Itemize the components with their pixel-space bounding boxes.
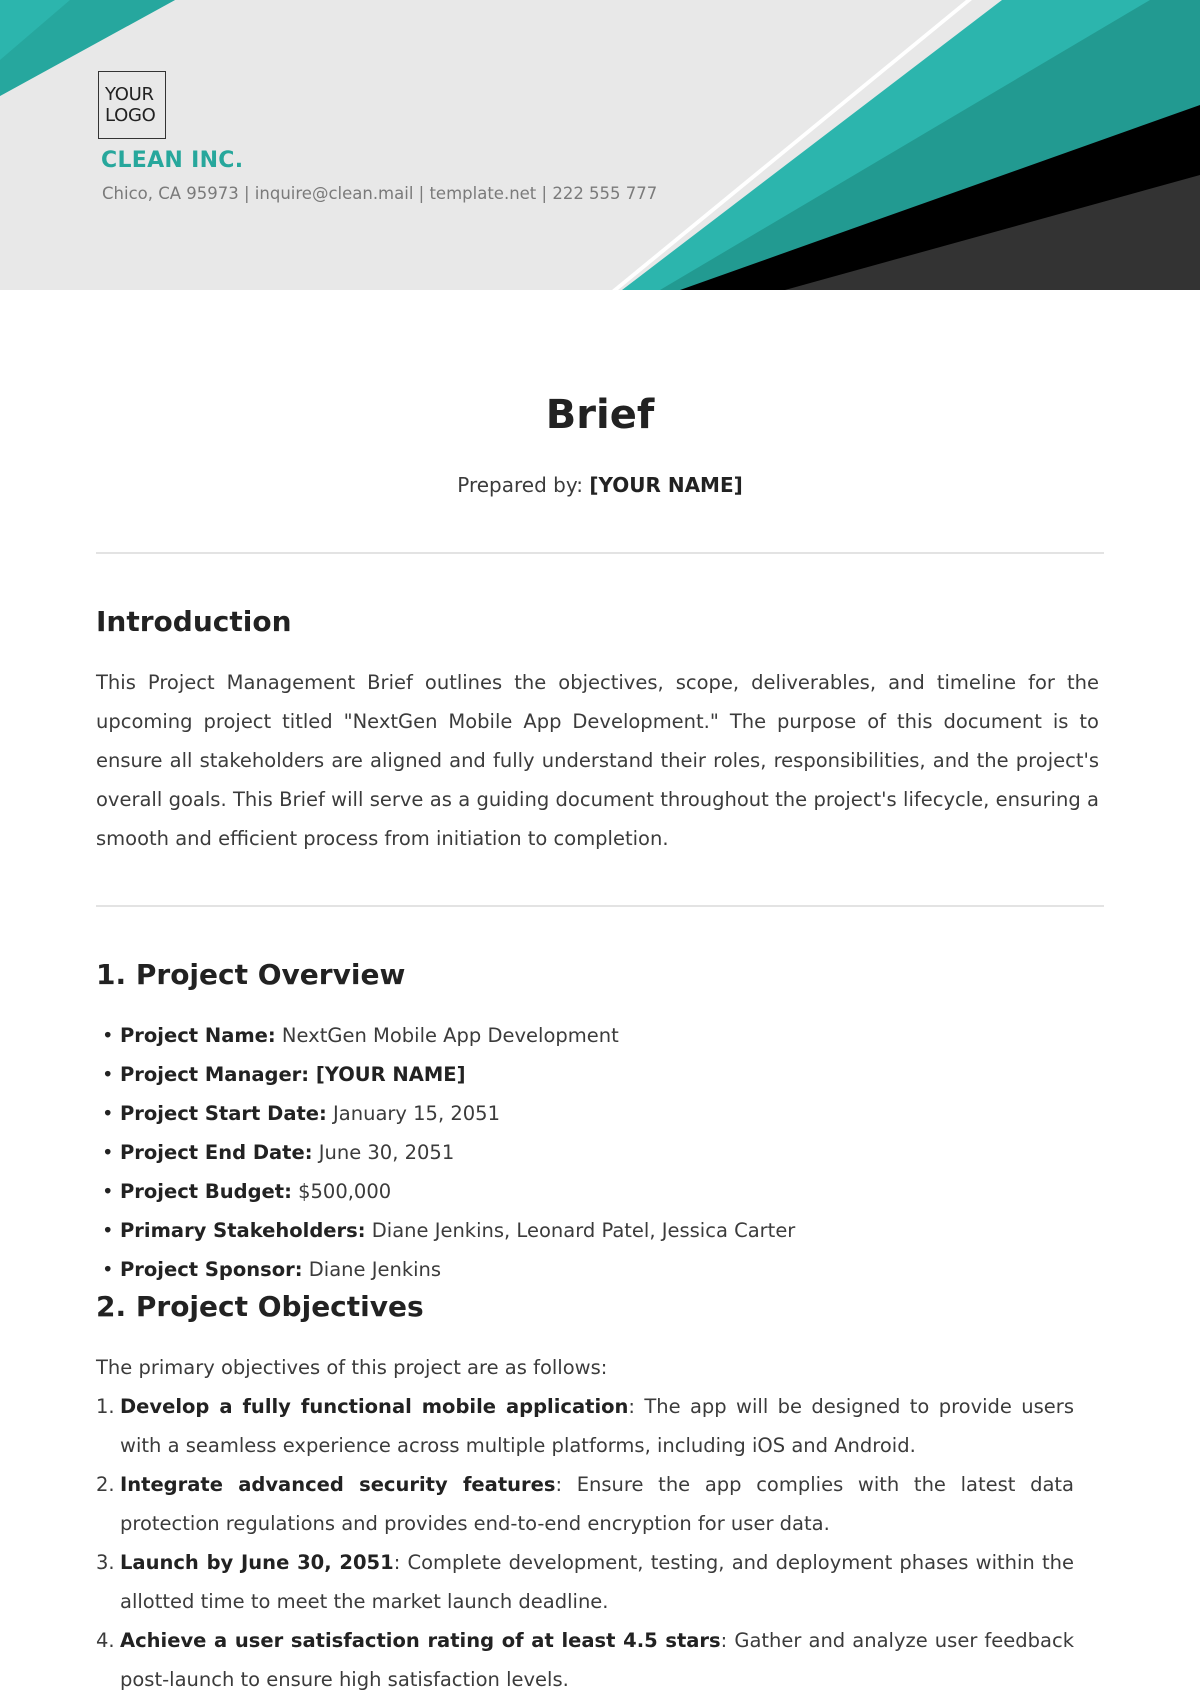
logo-line-2: LOGO [105,105,156,126]
list-item [96,1055,795,1094]
item-label: Project Manager: [YOUR NAME] [120,1063,466,1086]
item-text: : The app will be designed to provide users with a seamless experience across multiple platforms, including iOS and Android. [120,1395,1074,1457]
objectives-list [96,1387,1074,1699]
item-value: NextGen Mobile App Development [281,1024,619,1047]
objectives-heading: 2. Project Objectives [96,1290,424,1323]
item-value: $500,000 [298,1180,392,1203]
item-text: : Gather and analyze user feedback post-launch to ensure high satisfaction levels. [120,1629,1075,1691]
company-contact: Chico, CA 95973 | inquire@clean.mail | template.net | 222 555 777 [102,184,658,203]
introduction-heading: Introduction [96,605,292,638]
item-value: January 15, 2051 [333,1102,500,1125]
item-label: Project Budget: [120,1180,292,1203]
divider [96,905,1104,907]
prepared-by-name: [YOUR NAME] [589,473,743,497]
item-label: Achieve a user satisfaction rating of at least 4.5 stars [120,1629,721,1652]
letterhead [0,0,1200,290]
item-label: Project Name: [120,1024,276,1047]
letterhead-decoration [0,0,1200,290]
logo-line-1: YOUR [105,84,154,105]
list-item [96,1621,1074,1699]
prepared-by [96,473,1104,497]
overview-list [96,1016,795,1289]
list-item [96,1133,795,1172]
item-number: 4. [96,1629,115,1652]
list-item [96,1016,795,1055]
item-label: Primary Stakeholders: [120,1219,366,1242]
list-item [96,1387,1074,1465]
list-item [96,1172,795,1211]
item-label: Develop a fully functional mobile application [120,1395,629,1418]
list-item [96,1250,795,1289]
introduction-body: This Project Management Brief outlines the objectives, scope, deliverables, and timeline for the upcoming project titled "NextGen Mobile App Development." The purpose of this document is to ensure all stakeholders are aligned and fully understand their roles, responsibilities, and the project's overall goals. This Brief will serve as a guiding document throughout the project's lifecycle, ensuring a smooth and efficient process from initiation to completion. [96,671,1099,850]
list-item [96,1211,795,1250]
item-text: : Ensure the app complies with the latest data protection regulations and provides end-to-end encryption for user data. [120,1473,1074,1535]
page-title: Brief [545,392,655,438]
item-number: 2. [96,1473,115,1496]
item-value: Diane Jenkins, Leonard Patel, Jessica Carter [371,1219,796,1242]
list-item [96,1465,1074,1543]
item-text: : Complete development, testing, and deployment phases within the allotted time to meet the market launch deadline. [120,1551,1074,1613]
logo-placeholder [98,71,166,139]
divider [96,552,1104,554]
prepared-by-label: Prepared by: [457,473,583,497]
item-label: Integrate advanced security features [120,1473,556,1496]
list-item [96,1543,1074,1621]
objectives-intro: The primary objectives of this project are as follows: [96,1356,608,1379]
item-label: Project Start Date: [120,1102,327,1125]
item-value: Diane Jenkins [308,1258,442,1281]
company-name: CLEAN INC. [101,148,244,173]
item-number: 3. [96,1551,115,1574]
item-number: 1. [96,1395,115,1418]
item-label: Project End Date: [120,1141,313,1164]
overview-heading: 1. Project Overview [96,958,406,991]
item-label: Project Sponsor: [120,1258,303,1281]
item-value: June 30, 2051 [318,1141,455,1164]
list-item [96,1094,795,1133]
item-label: Launch by June 30, 2051 [120,1551,394,1574]
